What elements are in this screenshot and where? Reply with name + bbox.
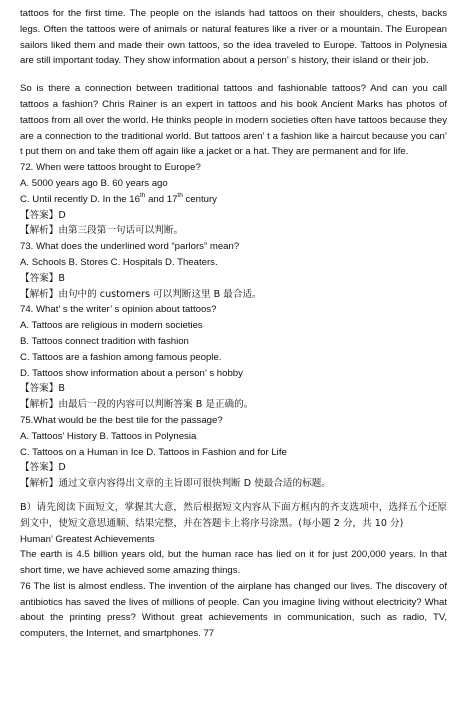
question-73	[20, 239, 447, 302]
question-74-answer: 【答案】B	[20, 383, 65, 395]
question-73-answer: 【答案】B	[20, 272, 65, 284]
question-74-option-b: B. Tattoos connect tradition with fashion	[20, 335, 189, 347]
question-75-answer: 【答案】D	[20, 462, 66, 474]
question-75-options-cd: C. Tattoos on a Human in Ice D. Tattoos in Fashion and for Life	[20, 446, 287, 458]
question-73-text: 73. What does the underlined word “parlors” mean?	[20, 241, 240, 253]
question-73-options: A. Schools B. Stores C. Hospitals D. Theaters.	[20, 256, 218, 268]
question-72-options-ab: A. 5000 years ago B. 60 years ago	[20, 177, 168, 189]
section-b-paragraph-1: The earth is 4.5 billion years old, but the human race has lied on it for just 200,000 years. In that short time, we have achieved some amazing things.	[20, 549, 447, 577]
section-b	[20, 500, 447, 642]
question-72-text: 72. When were tattoos brought to Europe?	[20, 162, 201, 174]
section-b-title: Human’ Greatest Achievements	[20, 533, 155, 545]
question-72-options-cd	[20, 192, 447, 208]
question-72-analysis: 【解析】由第三段第一句话可以判断。	[20, 225, 184, 237]
superscript: th	[177, 191, 183, 199]
section-b-paragraph-2: 76 The list is almost endless. The invention of the airplane has changed our lives. The discovery of antibiotics has saved the lives of millions of people. Can you imagine living without electricity? What about the printing press? Without great achievements in communication, such as radio, TV, computers, the Internet, and smartphones. 77	[20, 580, 447, 640]
question-74-analysis: 【解析】由最后一段的内容可以判断答案 B 是正确的。	[20, 399, 254, 411]
section-b-instruction: B）请先阅读下面短文，掌握其大意，然后根据短文内容从下面方框内的齐支选项中，选择五个还原到文中，使短文意思通顺、结果完整，并在答题卡上将序号涂黑。(每小题 2 分，共 10 分)	[20, 501, 447, 529]
question-75-text: 75.What would be the best tile for the passage?	[20, 414, 223, 426]
option-text: and 17	[145, 193, 178, 205]
question-74-option-d: D. Tattoos show information about a person’ s hobby	[20, 367, 243, 379]
question-75-options-ab: A. Tattoos’ History B. Tattoos in Polynesia	[20, 430, 197, 442]
option-text: C. Until recently D. In the 16	[20, 193, 140, 205]
question-74-option-c: C. Tattoos are a fashion among famous people.	[20, 351, 222, 363]
question-74-text: 74. What’ s the writer’ s opinion about tattoos?	[20, 304, 217, 316]
option-text: century	[182, 193, 217, 205]
question-74-option-a: A. Tattoos are religious in modern societies	[20, 320, 203, 332]
passage-paragraph-2: So is there a connection between traditional tattoos and fashionable tattoos? And can you call tattoos a fashion? Chris Rainer is an expert in tattoos and his book Ancient Marks has photos of tattoos from all over the world. He thinks people in modern societies often have tattoos because they are a connection to the traditional world. But tattoos aren’ t a fashion like a haircut because you can’ t put them on and take them off again like a jacket or a hat. They are permanent and for life.	[20, 83, 447, 158]
question-73-analysis: 【解析】由句中的 customers 可以判断这里 B 最合适。	[20, 288, 262, 300]
passage-paragraph-1: tattoos for the first time. The people on the islands had tattoos on their shoulders, chests, backs legs. Often the tattoos were of animals or natural features like a river or a mountain. The European sailors liked them and made their own tattoos, so the idea traveled to Europe. Tattoos in Polynesia are still important today. They show information about a person’ s history, their island or their job.	[20, 8, 447, 67]
superscript: th	[139, 191, 146, 199]
question-72	[20, 160, 447, 239]
question-74	[20, 302, 447, 413]
question-72-answer: 【答案】D	[20, 209, 66, 221]
question-75-analysis: 【解析】通过文章内容得出文章的主旨即可很快判断 D 使最合适的标题。	[20, 478, 331, 490]
question-75	[20, 413, 447, 492]
